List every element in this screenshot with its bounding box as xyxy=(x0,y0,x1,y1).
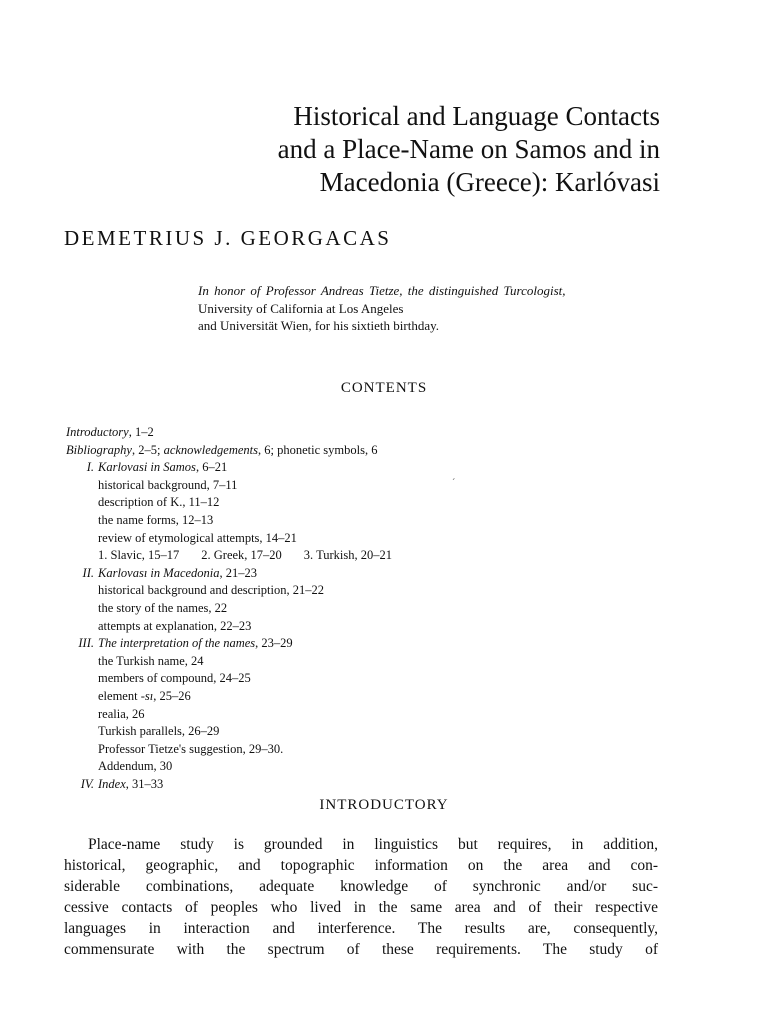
body-line: siderable combinations, adequate knowledge of synchronic and/or suc- xyxy=(64,878,658,895)
toc-subentry: historical background and description, 21–22 xyxy=(98,583,324,598)
toc-section-pages: , 23–29 xyxy=(255,636,293,651)
toc-subentry: historical background, 7–11 xyxy=(98,477,238,492)
section-numeral: III. xyxy=(78,636,94,651)
toc-entry-pages: , 2–5; xyxy=(131,442,164,457)
toc-subentry: realia, 26 xyxy=(98,706,145,721)
toc-section xyxy=(66,459,686,477)
toc-subitem: 1. Slavic, 15–17 xyxy=(98,548,180,563)
toc-subitem: 2. Greek, 17–20 xyxy=(201,548,282,563)
body-line: historical, geographic, and topographic information on the area and con- xyxy=(64,857,658,874)
toc-entry-label: Bibliography xyxy=(66,442,132,457)
toc-entry-label: acknowledgements xyxy=(163,442,258,457)
toc-subentry-pages: , 25–26 xyxy=(153,688,191,703)
toc-subentry: the Turkish name, 24 xyxy=(98,653,204,668)
toc-subentry: description of K., 11–12 xyxy=(98,495,220,510)
toc-section-pages: , 6–21 xyxy=(195,460,228,475)
toc-subentry: the story of the names, 22 xyxy=(98,600,228,615)
toc-subentry: Professor Tietze's suggestion, 29–30. xyxy=(98,741,284,756)
contents-heading: CONTENTS xyxy=(340,380,428,396)
toc-subentry: Turkish parallels, 26–29 xyxy=(98,724,220,739)
toc-entry-pages: , 6; phonetic symbols, 6 xyxy=(258,442,378,457)
toc-subentry: members of compound, 24–25 xyxy=(98,671,251,686)
toc-section-label: The interpretation of the names xyxy=(98,636,256,651)
toc-subentry: review of etymological attempts, 14–21 xyxy=(98,530,297,545)
toc-entry-label: Introductory xyxy=(66,425,129,439)
stray-mark: ˊ xyxy=(452,478,456,489)
body-paragraph xyxy=(64,834,658,960)
table-of-contents xyxy=(66,424,686,793)
toc-section xyxy=(66,565,686,583)
section-numeral: II. xyxy=(82,565,94,580)
toc-subentry-suffix: -sı xyxy=(140,688,154,703)
toc-subitem: 3. Turkish, 20–21 xyxy=(303,548,393,563)
toc-section-pages: , 31–33 xyxy=(125,776,164,791)
toc-subentry-row xyxy=(66,547,686,565)
toc-entry xyxy=(66,424,686,442)
section-numeral: IV. xyxy=(80,776,94,791)
title-line: Historical and Language Contacts xyxy=(293,101,660,131)
body-line: cessive contacts of peoples who lived in the same area and of their respective xyxy=(64,899,658,916)
toc-entry xyxy=(66,442,686,460)
title-line: and a Place-Name on Samos and in xyxy=(277,134,660,164)
toc-section-label: Index xyxy=(98,776,126,791)
toc-section xyxy=(66,776,686,794)
article-title xyxy=(278,100,660,199)
section-numeral: I. xyxy=(86,460,94,475)
introductory-heading: INTRODUCTORY xyxy=(319,797,449,813)
toc-subentry: Addendum, 30 xyxy=(98,759,173,774)
toc-section xyxy=(66,635,686,653)
toc-subentry-prefix: element xyxy=(98,688,141,703)
toc-subentry: the name forms, 12–13 xyxy=(98,512,214,527)
toc-subentry: attempts at explanation, 22–23 xyxy=(98,618,252,633)
body-line: commensurate with the spectrum of these requirements. The study of xyxy=(64,941,658,958)
author-name: DEMETRIUS J. GEORGACAS xyxy=(64,226,392,250)
body-line: languages in interaction and interference. The results are, consequently, xyxy=(64,920,658,937)
toc-subentry xyxy=(66,688,686,706)
dedication-line: In honor of Professor Andreas Tietze, the distinguished Turcologist, xyxy=(198,283,566,298)
dedication-line: University of California at Los Angeles xyxy=(198,300,404,316)
toc-entry-pages: , 1–2 xyxy=(128,425,154,439)
dedication-line: and Universität Wien, for his sixtieth birthday. xyxy=(198,318,440,333)
toc-section-pages: , 21–23 xyxy=(219,565,258,580)
toc-section-label: Karlovasi in Samos xyxy=(98,460,196,475)
dedication xyxy=(198,282,668,335)
toc-section-label: Karlovası in Macedonia xyxy=(98,565,220,580)
title-line: Macedonia (Greece): Karlóvasi xyxy=(319,167,660,197)
body-line: Place-name study is grounded in linguistics but requires, in addition, xyxy=(88,836,658,853)
